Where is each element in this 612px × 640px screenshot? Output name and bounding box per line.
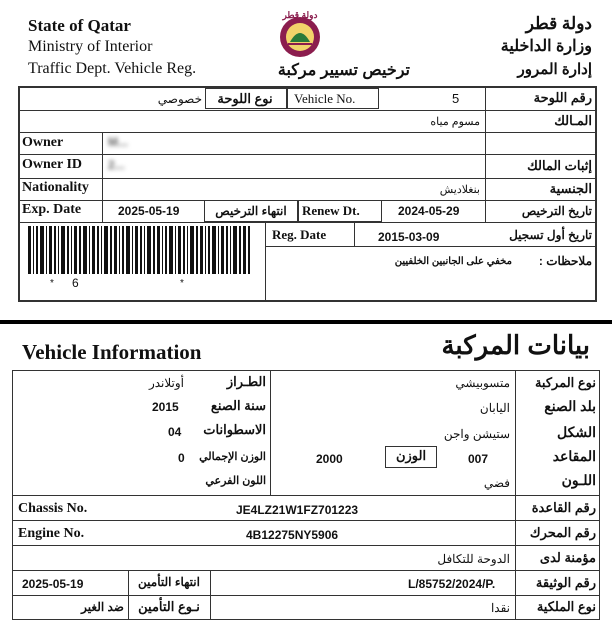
plate-no-label: رقم اللوحة [533, 90, 592, 105]
color-label: اللـون [561, 472, 596, 488]
license-date-label: تاريخ الترخيص [521, 204, 592, 218]
insurer-label: مؤمنة لدى [539, 550, 596, 565]
owner-ar-value: مسوم مياه [430, 116, 480, 128]
nationality-ar-label: الجنسية [549, 181, 592, 196]
year-value: 2015 [152, 400, 179, 414]
owner-id-label: Owner ID [22, 157, 83, 172]
sub-color-label: اللون الفرعي [205, 475, 266, 487]
renew-dt-label: Renew Dt. [302, 203, 360, 218]
header-dept: Traffic Dept. Vehicle Reg. [28, 60, 197, 77]
reg-date-label: Reg. Date [272, 227, 327, 242]
renew-dt-value: 2024-05-29 [398, 204, 460, 218]
vehicle-info-title-ar: بيانات المركبة [441, 330, 590, 360]
color-value: فضي [483, 476, 510, 490]
year-label: سنة الصنع [210, 398, 266, 413]
header-state: State of Qatar [28, 16, 131, 35]
photo-divider [0, 320, 612, 324]
gross-weight-value: 0 [178, 451, 185, 465]
exp-date-label: Exp. Date [22, 202, 82, 217]
owner-ar-label: المـالك [554, 113, 592, 128]
reg-date-value: 2015-03-09 [378, 230, 440, 244]
owner-value: M... [108, 135, 128, 149]
gross-weight-label: الوزن الإجمالي [199, 451, 266, 463]
chassis-label-en: Chassis No. [18, 501, 88, 516]
ins-end-value: 2025-05-19 [22, 577, 84, 591]
vehicle-no-label: Vehicle No. [294, 91, 356, 106]
first-reg-label: تاريخ أول تسجيل [509, 228, 592, 242]
chassis-value: JE4LZ21W1FZ701223 [236, 503, 359, 517]
ownership-label: نوع الملكية [536, 599, 596, 614]
cylinders-value: 04 [168, 425, 182, 439]
plate-no-value: 5 [452, 91, 460, 106]
barcode [28, 226, 250, 274]
shape-label: الشكل [557, 424, 596, 440]
ownership-value: نقدا [490, 601, 510, 615]
ins-type-label: نـوع التأمين [138, 599, 200, 614]
insurer-value: الدوحة للتكافل [437, 552, 510, 566]
ins-type-value: ضد الغير [81, 600, 124, 614]
make-label: نوع المركبة [534, 375, 596, 390]
barcode-digit: 6 [72, 276, 79, 290]
vehicle-info-title-en: Vehicle Information [22, 340, 202, 364]
seats-label: المقاعد [552, 448, 596, 464]
nationality-label: Nationality [22, 180, 89, 195]
model-label: الطـراز [226, 374, 266, 389]
engine-value: 4B12275NY5906 [246, 528, 339, 542]
owner-id-ar-label: إثبات المالك [527, 158, 592, 173]
owner-id-value: 2... [108, 158, 125, 172]
owner-label: Owner [22, 135, 64, 150]
country-label: بلد الصنع [544, 398, 596, 414]
notes-label: ملاحظات : [538, 254, 592, 268]
country-value: اليابان [479, 401, 510, 415]
exp-date-value: 2025-05-19 [118, 204, 180, 218]
nationality-value: بنغلاديش [439, 184, 480, 196]
qatar-emblem-icon: دولة قطر [268, 10, 332, 60]
weight-label: الوزن [395, 448, 427, 463]
policy-value: L/85752/2024/P. [408, 577, 496, 591]
weight-value: 2000 [316, 452, 343, 466]
chassis-label-ar: رقم القاعدة [531, 500, 596, 515]
plate-type-label: نوع اللوحة [217, 91, 273, 106]
header-ar-ministry: وزارة الداخلية [500, 38, 592, 55]
header-ar-state: دولة قطر [525, 14, 592, 33]
license-end-label: انتهاء الترخيص [215, 204, 287, 218]
header-ar-dept: إدارة المرور [517, 61, 592, 78]
model-value: أوتلاندر [148, 376, 184, 390]
seats-value: 007 [468, 452, 489, 466]
plate-type-value: خصوصي [157, 92, 202, 106]
engine-label-ar: رقم المحرك [529, 525, 596, 540]
ins-end-label: انتهاء التأمين [138, 575, 200, 589]
notes-value: مخفي على الجانبين الخلفيين [394, 256, 512, 267]
header-title-ar: ترخيص تسيير مركبة [277, 62, 410, 79]
policy-label: رقم الوثيقة [535, 575, 596, 590]
shape-value: ستيشن واجن [443, 427, 510, 441]
engine-label-en: Engine No. [18, 526, 85, 541]
cylinders-label: الاسطوانات [203, 422, 266, 437]
header-ministry: Ministry of Interior [28, 38, 153, 55]
make-value: متسوبيشي [455, 376, 510, 390]
